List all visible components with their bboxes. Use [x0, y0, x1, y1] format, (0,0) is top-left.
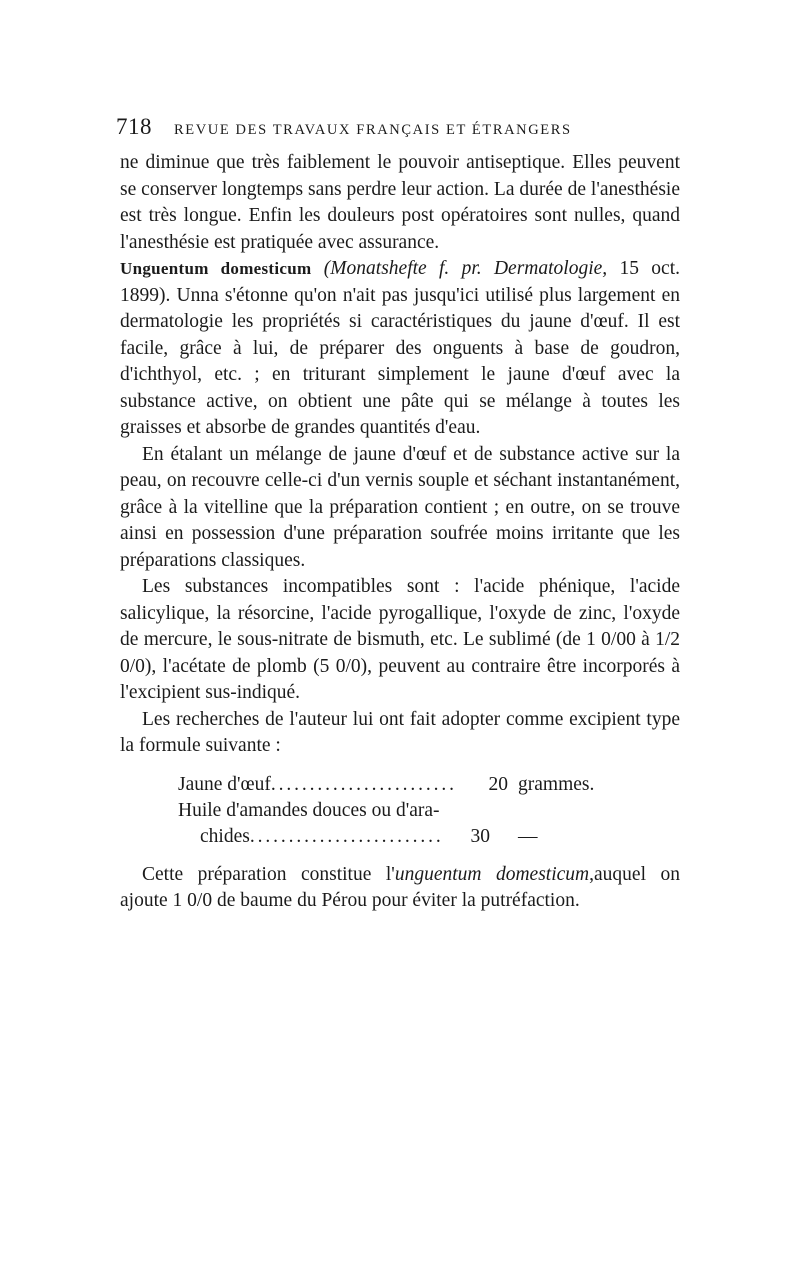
- formula-table: [178, 772, 618, 850]
- formula-row-continuation: [178, 824, 618, 850]
- formula-ingredient-continuation: chides: [200, 825, 250, 847]
- formula-quantity: 30: [470, 825, 490, 847]
- page-body: [120, 150, 680, 915]
- paragraph-conclusion: [120, 862, 680, 915]
- entry-paragraph: [120, 256, 680, 442]
- conclusion-text: Cette préparation constitue l': [142, 863, 395, 885]
- formula-ingredient: Jaune d'œuf: [178, 773, 271, 795]
- formula-quantity: 20: [488, 773, 508, 795]
- entry-source: (Monatshefte f. pr. Dermatologie,: [323, 258, 608, 279]
- conclusion-text-end: ,auquel on ajoute 1 0/0 de baume du Pérou pour éviter la putréfaction.: [120, 863, 681, 911]
- dot-leader: [271, 772, 458, 798]
- dot-leader: [250, 824, 440, 850]
- formula-row: [178, 772, 618, 798]
- formula-row: [178, 798, 618, 850]
- page-header: [116, 114, 686, 142]
- running-head: REVUE DES TRAVAUX FRANÇAIS ET ÉTRANGERS: [174, 122, 572, 138]
- paragraph-incompatibles: Les substances incompatibles sont : l'acide phénique, l'acide salicylique, la résorcine, l'acide pyrogallique, l'oxyde de zinc, l'oxyde de mercure, le sous-nitrate de bismuth, etc. Le sublimé (de 1 0/00 à 1/2 0/0), l'acétate de plomb (5 0/0), peuvent au contraire être incorporés à l'excipient sus-indiqué.: [120, 576, 680, 703]
- formula-unit: —: [518, 825, 538, 847]
- page-number: 718: [116, 114, 152, 139]
- entry-text: 15 oct. 1899). Unna s'étonne qu'on n'ait pas jusqu'ici utilisé plus largement en dermatologie les propriétés si caractéristiques du jaune d'œuf. Il est facile, grâce à lui, de préparer des onguents à base de goudron, d'ichthyol, etc. ; en triturant simplement le jaune d'œuf avec la substance active, on obtient une pâte qui se mélange à toutes les graisses et absorbe de grandes quantités d'eau.: [120, 258, 680, 438]
- formula-unit: grammes.: [518, 773, 595, 795]
- formula-ingredient: Huile d'amandes douces ou d'ara-: [178, 799, 440, 821]
- paragraph-formula-intro: Les recherches de l'auteur lui ont fait adopter comme excipient type la formule suivante :: [120, 708, 680, 756]
- continuation-paragraph: ne diminue que très faiblement le pouvoir antiseptique. Elles peuvent se conserver longtemps sans perdre leur action. La durée de l'anesthésie est très longue. Enfin les douleurs post opératoires sont nulles, quand l'anesthésie est pratiquée avec assurance.: [120, 152, 680, 253]
- conclusion-italic: unguentum domesticum: [394, 863, 590, 885]
- entry-title: Unguentum domesticum: [120, 259, 312, 278]
- paragraph-application: En étalant un mélange de jaune d'œuf et de substance active sur la peau, on recouvre celle-ci d'un vernis souple et séchant instantanément, grâce à la vitelline que la préparation contient ; en outre, on se trouve ainsi en possession d'une préparation soufrée moins irritante que les préparations classiques.: [120, 443, 680, 571]
